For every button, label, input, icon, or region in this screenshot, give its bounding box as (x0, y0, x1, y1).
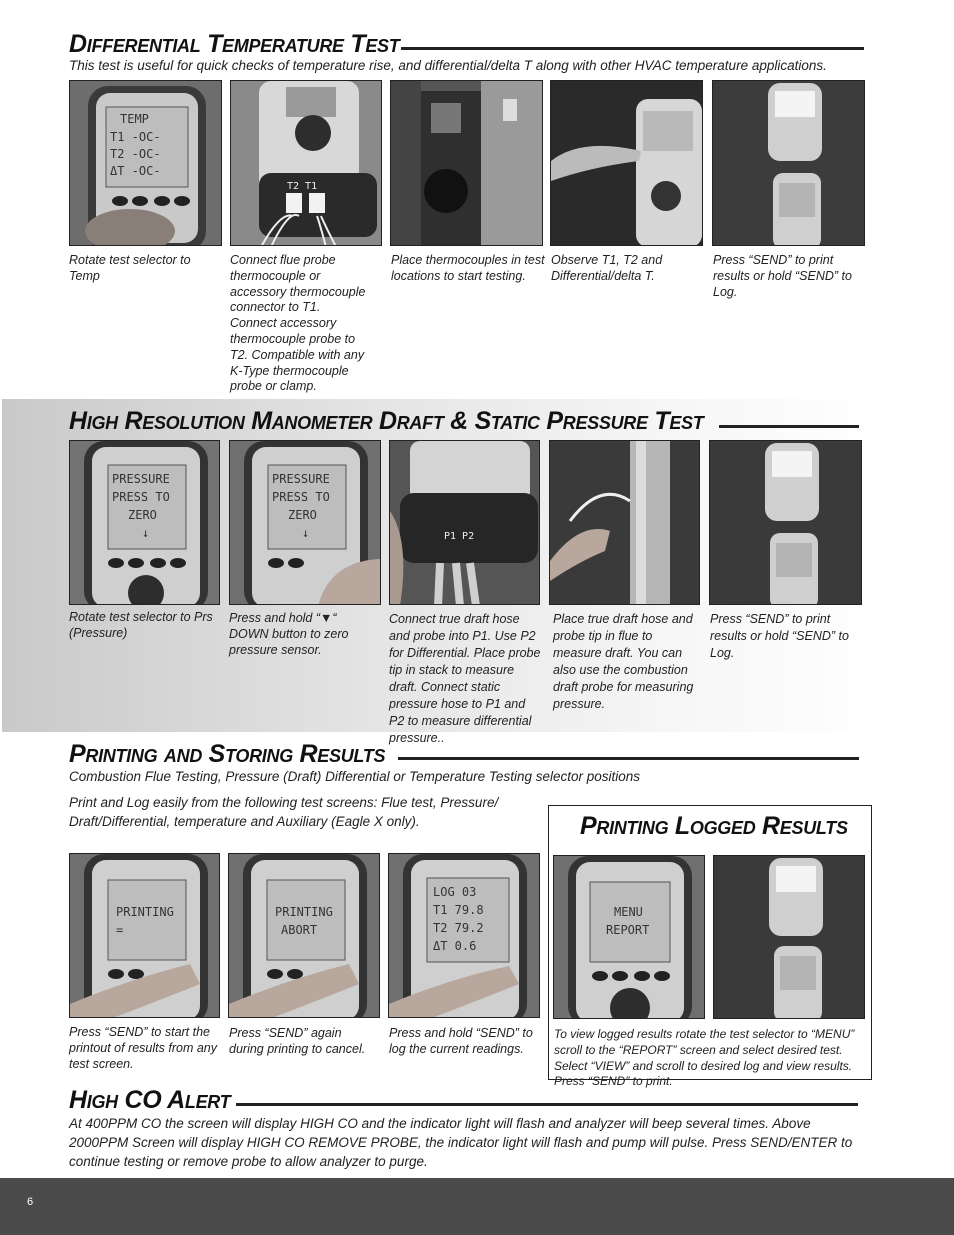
section-title-differential-temperature: Differential Temperature Test (69, 30, 400, 58)
caption-step-2: Press “SEND” again during printing to cancel. (229, 1026, 366, 1056)
section-subtitle: This test is useful for quick checks of temperature rise, and differential/delta T along with other HVAC temperature applications. (69, 58, 827, 73)
screen-line: TEMP (120, 112, 149, 126)
port-labels: P1 P2 (444, 531, 475, 542)
photo-meter-pressure-ports (389, 440, 540, 605)
svg-text:↓: ↓ (302, 526, 310, 540)
svg-text:ZERO: ZERO (288, 508, 317, 522)
svg-text:PRESSURE: PRESSURE (112, 472, 170, 486)
section-title-printing-logged: Printing Logged Results (580, 812, 848, 840)
section-subtitle: Combustion Flue Testing, Pressure (Draft) Differential or Temperature Testing selector positions (69, 769, 641, 784)
caption-step-5: Press “SEND” to print results or hold “SEND” to Log. (713, 253, 852, 299)
svg-text:PRINTING: PRINTING (275, 905, 333, 919)
svg-text:ΔT -OC-: ΔT -OC- (110, 164, 161, 178)
svg-text:↓: ↓ (142, 526, 150, 540)
svg-text:ZERO: ZERO (128, 508, 157, 522)
svg-text:T1 -OC-: T1 -OC- (110, 130, 161, 144)
caption-step-5: Press “SEND” to print results or hold “SEND” to Log. (710, 612, 849, 660)
photo-meter-thermocouple-connectors (230, 80, 382, 246)
section-rule (398, 757, 859, 760)
photo-draft-probe-in-flue (549, 440, 700, 605)
caption-step-3: Connect true draft hose and probe into P1. Use P2 for Differential. Place probe tip in stack to measure draft. Connect static pressure hose to P1 and P2 to measure differential pressure.. (389, 612, 541, 745)
section-title-manometer: High Resolution Manometer Draft & Static Pressure Test (69, 407, 704, 435)
photo-meter-printing-abort (228, 853, 380, 1018)
svg-text:T2 -OC-: T2 -OC- (110, 147, 161, 161)
high-co-body: At 400PPM CO the screen will display HIGH CO and the indicator light will flash and analyzer will beep several times. Above 2000PPM Screen will display HIGH CO REMOVE PROBE, the indicator light will flash and pump will pulse. Press SEND/ENTER to continue testing or remove probe to allow analyzer to purge. (69, 1116, 853, 1169)
photo-meter-log-screen (388, 853, 540, 1018)
section-rule (401, 47, 864, 50)
caption-step-1: Press “SEND” to start the printout of results from any test screen. (69, 1025, 217, 1071)
printing-intro: Print and Log easily from the following test screens: Flue test, Pressure/ Draft/Differential, temperature and Auxiliary (Eagle X only). (69, 795, 499, 829)
caption-step-3: Press and hold “SEND” to log the current readings. (389, 1026, 533, 1056)
section-title-printing: Printing and Storing Results (69, 740, 386, 768)
svg-text:ABORT: ABORT (281, 923, 318, 937)
caption-step-1: Rotate test selector to Temp (69, 253, 191, 283)
photo-printer-and-meter (713, 855, 865, 1019)
caption-step-2: Press and hold “▼“ DOWN button to zero pressure sensor. (229, 611, 349, 657)
photo-meter-menu-report (553, 855, 705, 1019)
svg-text:=: = (116, 923, 124, 937)
photo-meter-printing-screen (69, 853, 220, 1018)
svg-text:ΔT 0.6: ΔT 0.6 (433, 939, 477, 953)
photo-observe-readings (550, 80, 703, 246)
svg-text:REPORT: REPORT (606, 923, 650, 937)
photo-meter-temp-screen (69, 80, 222, 246)
section-rule (236, 1103, 858, 1106)
caption-step-1: Rotate test selector to Prs (Pressure) (69, 610, 213, 640)
caption-step-4: Observe T1, T2 and Differential/delta T. (551, 253, 663, 283)
svg-text:LOG 03: LOG 03 (433, 885, 477, 899)
photo-meter-press-zero (229, 440, 381, 605)
svg-text:PRESSURE: PRESSURE (272, 472, 330, 486)
caption-printing-logged: To view logged results rotate the test selector to “MENU” scroll to the “REPORT” screen and select desired test. Select “VIEW” and scroll to desired log and view results. Press “SEND” to print. (554, 1027, 855, 1089)
caption-step-3: Place thermocouples in test locations to start testing. (391, 253, 545, 283)
photo-printer-and-meter (712, 80, 865, 246)
page-number: 6 (27, 1196, 34, 1208)
caption-step-4: Place true draft hose and probe tip in flue to measure draft. You can also use the combustion draft probe for measuring pressure. (553, 612, 694, 711)
svg-text:PRINTING: PRINTING (116, 905, 174, 919)
section-title-high-co: High CO Alert (69, 1086, 231, 1114)
photo-printer-and-meter (709, 440, 862, 605)
photo-furnace-thermocouples (390, 80, 543, 246)
photo-meter-pressure-screen (69, 440, 220, 605)
svg-text:MENU: MENU (614, 905, 643, 919)
svg-text:T2 79.2: T2 79.2 (433, 921, 484, 935)
page-footer (0, 1178, 954, 1235)
section-rule (719, 425, 859, 428)
svg-text:T1 79.8: T1 79.8 (433, 903, 484, 917)
svg-text:PRESS TO: PRESS TO (112, 490, 170, 504)
port-labels: T2 T1 (287, 181, 318, 192)
caption-step-2: Connect flue probe thermocouple or accessory thermocouple connector to T1. Connect accessory thermocouple probe to T2. Compatible with any K-Type thermocouple probe or clamp. (230, 253, 366, 394)
svg-text:PRESS TO: PRESS TO (272, 490, 330, 504)
